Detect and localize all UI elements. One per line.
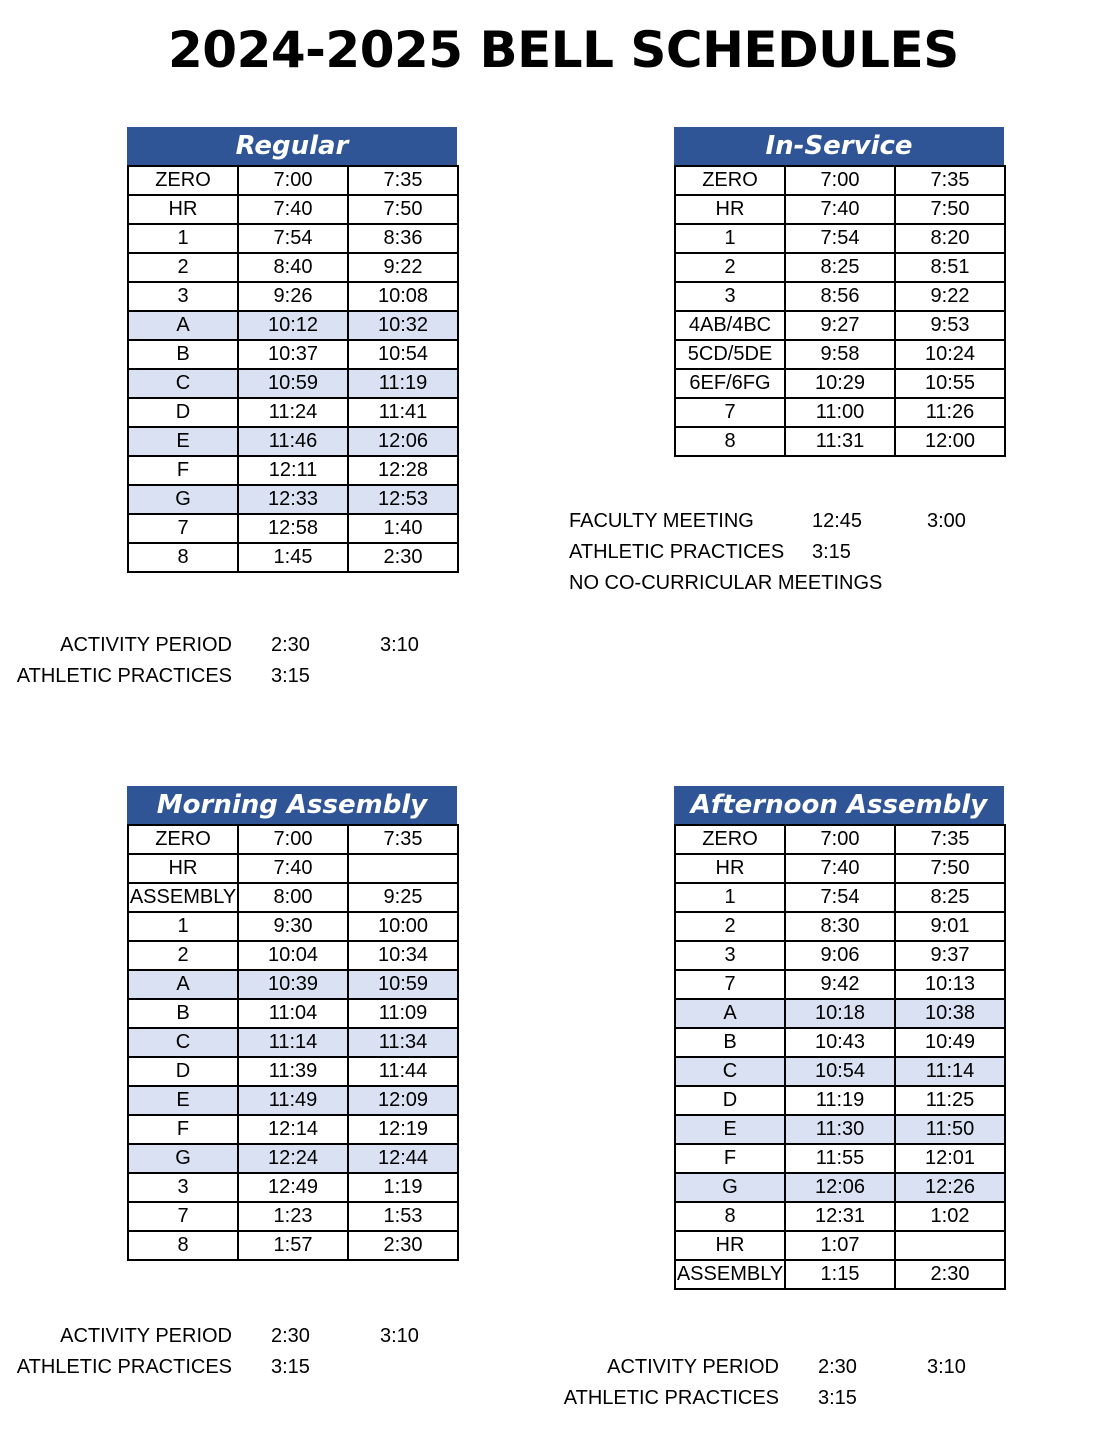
schedule-in-service — [674, 127, 1004, 457]
end-time-cell: 2:30 — [348, 1231, 458, 1260]
start-time-cell: 7:00 — [785, 166, 895, 195]
start-time-cell: 7:54 — [238, 224, 348, 253]
period-cell: C — [128, 1028, 238, 1057]
period-cell: 5CD/5DE — [675, 340, 785, 369]
period-cell: 1 — [675, 883, 785, 912]
schedule-row — [128, 166, 458, 195]
schedule-row — [128, 1144, 458, 1173]
start-time-cell: 10:59 — [238, 369, 348, 398]
end-time-cell: 10:08 — [348, 282, 458, 311]
note-label: ACTIVITY PERIOD — [60, 1325, 232, 1347]
end-time-cell: 11:25 — [895, 1086, 1005, 1115]
schedule-row — [675, 224, 1005, 253]
period-cell: ZERO — [128, 825, 238, 854]
schedule-row — [128, 311, 458, 340]
end-time-cell: 7:35 — [348, 825, 458, 854]
schedule-row — [675, 1057, 1005, 1086]
note-label: FACULTY MEETING — [569, 510, 754, 532]
start-time-cell: 10:37 — [238, 340, 348, 369]
period-cell: 3 — [128, 282, 238, 311]
period-cell: 2 — [128, 941, 238, 970]
period-cell: 2 — [675, 253, 785, 282]
note-start-time: 3:15 — [271, 665, 310, 687]
schedule-row — [675, 941, 1005, 970]
end-time-cell: 11:19 — [348, 369, 458, 398]
note-start-time: 3:15 — [818, 1387, 857, 1409]
schedule-row — [128, 854, 458, 883]
schedule-row — [128, 1231, 458, 1260]
end-time-cell: 10:13 — [895, 970, 1005, 999]
start-time-cell: 11:24 — [238, 398, 348, 427]
schedule-title: Afternoon Assembly — [674, 786, 1004, 824]
schedule-row — [128, 543, 458, 572]
start-time-cell: 8:30 — [785, 912, 895, 941]
period-cell: E — [128, 1086, 238, 1115]
end-time-cell: 7:50 — [895, 854, 1005, 883]
note-row — [547, 1352, 1007, 1383]
period-cell: D — [128, 1057, 238, 1086]
end-time-cell: 12:01 — [895, 1144, 1005, 1173]
period-cell: 7 — [675, 970, 785, 999]
period-cell: ASSEMBLY — [128, 883, 238, 912]
period-cell: 7 — [128, 514, 238, 543]
end-time-cell: 7:35 — [895, 825, 1005, 854]
start-time-cell: 7:00 — [238, 166, 348, 195]
end-time-cell: 1:19 — [348, 1173, 458, 1202]
schedule-row — [128, 398, 458, 427]
end-time-cell: 10:55 — [895, 369, 1005, 398]
end-time-cell: 8:36 — [348, 224, 458, 253]
end-time-cell: 12:53 — [348, 485, 458, 514]
start-time-cell: 10:43 — [785, 1028, 895, 1057]
schedule-table — [674, 165, 1006, 457]
schedule-row — [675, 1115, 1005, 1144]
period-cell: G — [675, 1173, 785, 1202]
period-cell: HR — [675, 1231, 785, 1260]
start-time-cell: 10:29 — [785, 369, 895, 398]
schedule-row — [128, 912, 458, 941]
note-end-time: 3:10 — [380, 634, 419, 656]
schedule-row — [128, 1202, 458, 1231]
schedule-row — [128, 1115, 458, 1144]
period-cell: HR — [128, 854, 238, 883]
start-time-cell: 11:55 — [785, 1144, 895, 1173]
schedule-row — [675, 1086, 1005, 1115]
schedule-row — [128, 340, 458, 369]
note-end-time: 3:10 — [927, 1356, 966, 1378]
start-time-cell: 11:14 — [238, 1028, 348, 1057]
period-cell: 8 — [675, 1202, 785, 1231]
end-time-cell: 10:59 — [348, 970, 458, 999]
start-time-cell: 10:04 — [238, 941, 348, 970]
period-cell: B — [128, 999, 238, 1028]
note-start-time: 2:30 — [271, 1325, 310, 1347]
period-cell: A — [128, 311, 238, 340]
note-row — [0, 630, 460, 661]
start-time-cell: 10:54 — [785, 1057, 895, 1086]
end-time-cell: 9:22 — [895, 282, 1005, 311]
start-time-cell: 11:31 — [785, 427, 895, 456]
end-time-cell: 9:22 — [348, 253, 458, 282]
end-time-cell: 12:00 — [895, 427, 1005, 456]
end-time-cell: 9:25 — [348, 883, 458, 912]
end-time-cell: 11:09 — [348, 999, 458, 1028]
period-cell: G — [128, 1144, 238, 1173]
note-label: ATHLETIC PRACTICES — [563, 1387, 779, 1409]
end-time-cell: 10:00 — [348, 912, 458, 941]
note-end-time: 3:00 — [927, 510, 966, 532]
period-cell: A — [675, 999, 785, 1028]
period-cell: 2 — [675, 912, 785, 941]
start-time-cell: 9:06 — [785, 941, 895, 970]
end-time-cell: 8:51 — [895, 253, 1005, 282]
end-time-cell — [348, 854, 458, 883]
schedule-row — [128, 883, 458, 912]
start-time-cell: 9:30 — [238, 912, 348, 941]
note-start-time: 2:30 — [271, 634, 310, 656]
note-label: ACTIVITY PERIOD — [60, 634, 232, 656]
schedule-row — [675, 195, 1005, 224]
schedule-row — [675, 1231, 1005, 1260]
start-time-cell: 9:42 — [785, 970, 895, 999]
start-time-cell: 8:40 — [238, 253, 348, 282]
start-time-cell: 7:40 — [785, 854, 895, 883]
start-time-cell: 7:40 — [785, 195, 895, 224]
end-time-cell: 2:30 — [348, 543, 458, 572]
schedule-row — [675, 1173, 1005, 1202]
schedule-row — [128, 1028, 458, 1057]
end-time-cell: 12:19 — [348, 1115, 458, 1144]
schedule-row — [128, 224, 458, 253]
end-time-cell: 2:30 — [895, 1260, 1005, 1289]
period-cell: D — [128, 398, 238, 427]
schedule-row — [128, 514, 458, 543]
schedule-row — [128, 485, 458, 514]
note-start-time: 3:15 — [812, 541, 851, 563]
start-time-cell: 12:31 — [785, 1202, 895, 1231]
schedule-row — [675, 1202, 1005, 1231]
note-row — [0, 1352, 460, 1383]
schedule-row — [675, 427, 1005, 456]
start-time-cell: 11:46 — [238, 427, 348, 456]
start-time-cell: 7:40 — [238, 854, 348, 883]
schedule-row — [128, 253, 458, 282]
period-cell: HR — [675, 195, 785, 224]
schedule-row — [128, 825, 458, 854]
schedule-row — [128, 195, 458, 224]
note-row — [0, 661, 460, 692]
period-cell: 1 — [128, 224, 238, 253]
period-cell: E — [675, 1115, 785, 1144]
note-start-time: 3:15 — [271, 1356, 310, 1378]
start-time-cell: 12:11 — [238, 456, 348, 485]
end-time-cell: 12:28 — [348, 456, 458, 485]
start-time-cell: 7:00 — [238, 825, 348, 854]
schedule-row — [675, 1144, 1005, 1173]
page-title: 2024-2025 BELL SCHEDULES — [168, 21, 959, 79]
schedule-notes-afternoon-assembly — [547, 1352, 1007, 1414]
note-row — [569, 506, 1069, 537]
schedule-title: Morning Assembly — [127, 786, 457, 824]
schedule-row — [675, 1028, 1005, 1057]
schedule-row — [128, 369, 458, 398]
start-time-cell: 11:00 — [785, 398, 895, 427]
start-time-cell: 11:49 — [238, 1086, 348, 1115]
end-time-cell: 11:26 — [895, 398, 1005, 427]
period-cell: C — [128, 369, 238, 398]
end-time-cell: 7:50 — [895, 195, 1005, 224]
note-label: NO CO-CURRICULAR MEETINGS — [569, 572, 883, 594]
end-time-cell: 1:02 — [895, 1202, 1005, 1231]
schedule-row — [128, 970, 458, 999]
end-time-cell: 7:50 — [348, 195, 458, 224]
period-cell: C — [675, 1057, 785, 1086]
schedule-table — [127, 165, 459, 573]
start-time-cell: 7:40 — [238, 195, 348, 224]
note-label: ACTIVITY PERIOD — [607, 1356, 779, 1378]
start-time-cell: 9:26 — [238, 282, 348, 311]
schedule-row — [675, 166, 1005, 195]
period-cell: E — [128, 427, 238, 456]
schedule-row — [675, 282, 1005, 311]
schedule-row — [128, 427, 458, 456]
start-time-cell: 11:19 — [785, 1086, 895, 1115]
schedule-row — [128, 1057, 458, 1086]
start-time-cell: 12:06 — [785, 1173, 895, 1202]
end-time-cell: 9:01 — [895, 912, 1005, 941]
schedule-row — [675, 970, 1005, 999]
start-time-cell: 1:57 — [238, 1231, 348, 1260]
period-cell: 7 — [675, 398, 785, 427]
start-time-cell: 1:23 — [238, 1202, 348, 1231]
start-time-cell: 9:27 — [785, 311, 895, 340]
start-time-cell: 10:18 — [785, 999, 895, 1028]
end-time-cell: 11:34 — [348, 1028, 458, 1057]
start-time-cell: 8:00 — [238, 883, 348, 912]
schedule-row — [675, 253, 1005, 282]
end-time-cell: 11:50 — [895, 1115, 1005, 1144]
schedule-table — [674, 824, 1006, 1290]
schedule-row — [675, 912, 1005, 941]
period-cell: 1 — [675, 224, 785, 253]
start-time-cell: 1:45 — [238, 543, 348, 572]
end-time-cell: 11:44 — [348, 1057, 458, 1086]
end-time-cell: 12:06 — [348, 427, 458, 456]
end-time-cell: 10:24 — [895, 340, 1005, 369]
schedule-notes-morning-assembly — [0, 1321, 460, 1383]
schedule-row — [675, 854, 1005, 883]
period-cell: B — [128, 340, 238, 369]
end-time-cell: 8:20 — [895, 224, 1005, 253]
start-time-cell: 1:15 — [785, 1260, 895, 1289]
end-time-cell: 10:54 — [348, 340, 458, 369]
start-time-cell: 7:54 — [785, 224, 895, 253]
end-time-cell: 12:09 — [348, 1086, 458, 1115]
start-time-cell: 9:58 — [785, 340, 895, 369]
end-time-cell: 7:35 — [895, 166, 1005, 195]
period-cell: 6EF/6FG — [675, 369, 785, 398]
start-time-cell: 7:00 — [785, 825, 895, 854]
end-time-cell: 11:14 — [895, 1057, 1005, 1086]
schedule-row — [128, 941, 458, 970]
end-time-cell: 10:32 — [348, 311, 458, 340]
period-cell: HR — [128, 195, 238, 224]
schedule-afternoon-assembly — [674, 786, 1004, 1290]
period-cell: 8 — [128, 1231, 238, 1260]
schedule-table — [127, 824, 459, 1261]
start-time-cell: 12:14 — [238, 1115, 348, 1144]
period-cell: ZERO — [128, 166, 238, 195]
schedule-title: In-Service — [674, 127, 1004, 165]
schedule-notes-in-service — [569, 506, 1069, 599]
schedule-row — [675, 369, 1005, 398]
start-time-cell: 12:49 — [238, 1173, 348, 1202]
period-cell: 2 — [128, 253, 238, 282]
start-time-cell: 11:30 — [785, 1115, 895, 1144]
note-label: ATHLETIC PRACTICES — [569, 541, 785, 563]
end-time-cell: 1:53 — [348, 1202, 458, 1231]
note-start-time: 2:30 — [818, 1356, 857, 1378]
period-cell: 3 — [675, 282, 785, 311]
note-label: ATHLETIC PRACTICES — [16, 665, 232, 687]
start-time-cell: 11:04 — [238, 999, 348, 1028]
end-time-cell: 9:53 — [895, 311, 1005, 340]
period-cell: D — [675, 1086, 785, 1115]
period-cell: B — [675, 1028, 785, 1057]
period-cell: ZERO — [675, 825, 785, 854]
start-time-cell: 1:07 — [785, 1231, 895, 1260]
period-cell: 4AB/4BC — [675, 311, 785, 340]
start-time-cell: 10:39 — [238, 970, 348, 999]
period-cell: HR — [675, 854, 785, 883]
period-cell: 8 — [128, 543, 238, 572]
period-cell: 3 — [128, 1173, 238, 1202]
note-row — [569, 568, 1069, 599]
start-time-cell: 10:12 — [238, 311, 348, 340]
period-cell: 3 — [675, 941, 785, 970]
end-time-cell: 12:44 — [348, 1144, 458, 1173]
end-time-cell: 11:41 — [348, 398, 458, 427]
period-cell: F — [675, 1144, 785, 1173]
schedule-row — [675, 311, 1005, 340]
schedule-row — [128, 999, 458, 1028]
schedule-row — [128, 282, 458, 311]
end-time-cell: 12:26 — [895, 1173, 1005, 1202]
start-time-cell: 7:54 — [785, 883, 895, 912]
schedule-row — [128, 1173, 458, 1202]
period-cell: 1 — [128, 912, 238, 941]
start-time-cell: 12:24 — [238, 1144, 348, 1173]
end-time-cell: 10:38 — [895, 999, 1005, 1028]
note-row — [547, 1383, 1007, 1414]
period-cell: ASSEMBLY — [675, 1260, 785, 1289]
note-row — [569, 537, 1069, 568]
period-cell: G — [128, 485, 238, 514]
schedule-row — [675, 1260, 1005, 1289]
period-cell: 7 — [128, 1202, 238, 1231]
start-time-cell: 12:58 — [238, 514, 348, 543]
schedule-row — [675, 883, 1005, 912]
end-time-cell: 10:34 — [348, 941, 458, 970]
period-cell: F — [128, 456, 238, 485]
schedule-notes-regular — [0, 630, 460, 692]
note-end-time: 3:10 — [380, 1325, 419, 1347]
period-cell: ZERO — [675, 166, 785, 195]
schedule-row — [675, 999, 1005, 1028]
end-time-cell: 10:49 — [895, 1028, 1005, 1057]
start-time-cell: 11:39 — [238, 1057, 348, 1086]
schedule-row — [675, 340, 1005, 369]
period-cell: F — [128, 1115, 238, 1144]
end-time-cell: 7:35 — [348, 166, 458, 195]
start-time-cell: 8:25 — [785, 253, 895, 282]
schedule-morning-assembly — [127, 786, 457, 1261]
note-start-time: 12:45 — [812, 510, 863, 532]
note-row — [0, 1321, 460, 1352]
schedule-regular — [127, 127, 457, 573]
end-time-cell: 9:37 — [895, 941, 1005, 970]
note-label: ATHLETIC PRACTICES — [16, 1356, 232, 1378]
period-cell: A — [128, 970, 238, 999]
schedule-row — [675, 825, 1005, 854]
period-cell: 8 — [675, 427, 785, 456]
schedule-row — [128, 456, 458, 485]
end-time-cell: 8:25 — [895, 883, 1005, 912]
start-time-cell: 12:33 — [238, 485, 348, 514]
end-time-cell: 1:40 — [348, 514, 458, 543]
start-time-cell: 8:56 — [785, 282, 895, 311]
schedule-row — [675, 398, 1005, 427]
end-time-cell — [895, 1231, 1005, 1260]
schedule-title: Regular — [127, 127, 457, 165]
schedule-row — [128, 1086, 458, 1115]
